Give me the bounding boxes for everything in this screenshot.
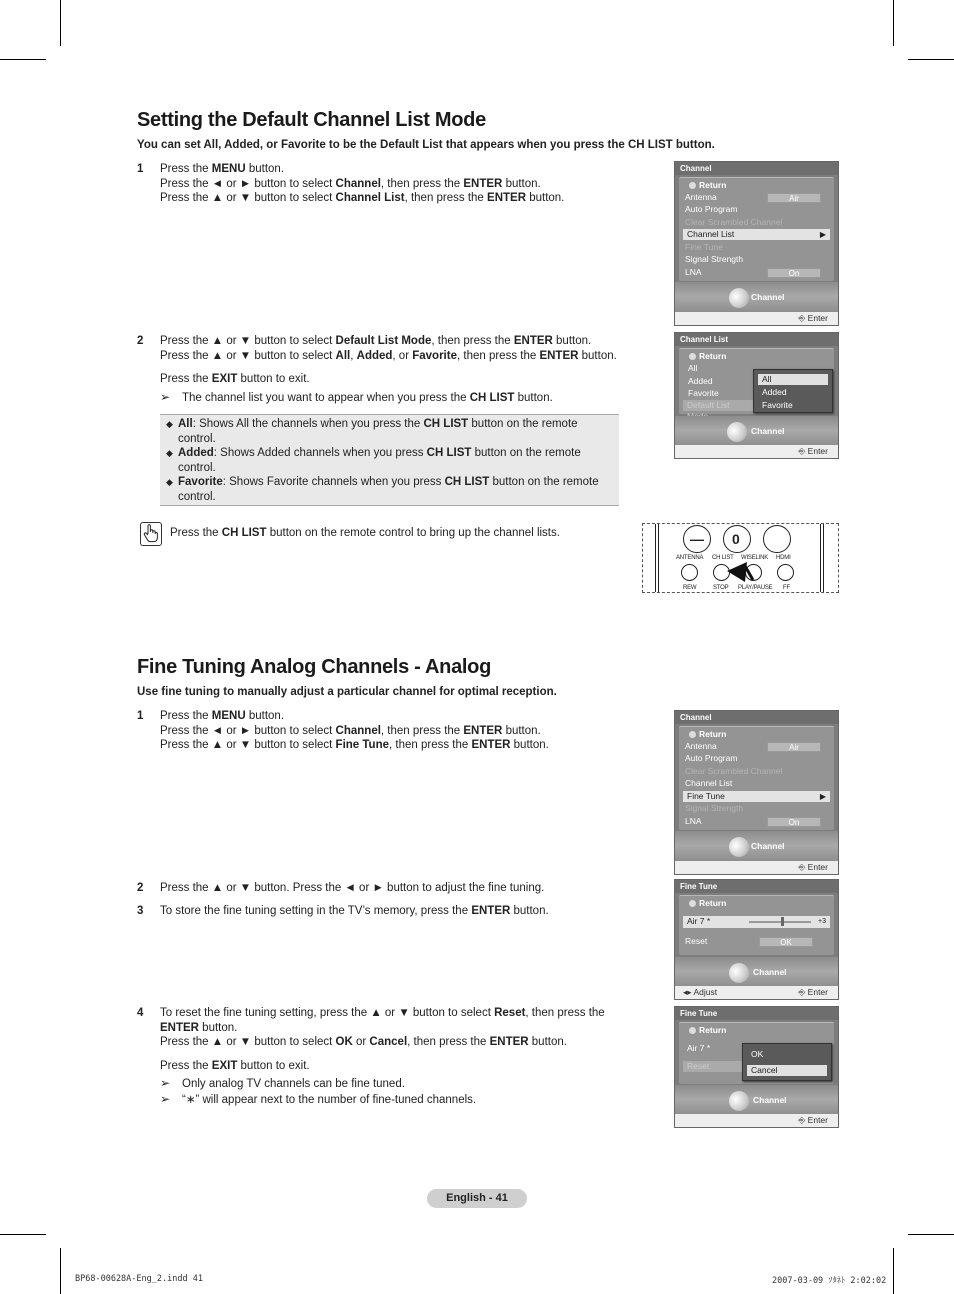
- hand-pointer-icon: [140, 522, 162, 546]
- selected-menu-item: Air 7 * +3: [683, 916, 830, 928]
- ff-button-icon: [777, 564, 794, 581]
- section-title: Fine Tuning Analog Channels - Analog: [137, 656, 491, 678]
- remote-label: FF: [783, 585, 790, 591]
- osd-channel-list-menu: Channel List Return All Added Favorite Default List All Added Favorite Channel ⎆ Enter: [674, 332, 839, 459]
- osd-channel-menu: Channel Return Antenna Air Auto Program Clear Scrambled Channel Channel List ▶ Fine Tune Signal Strength LNA On Channel ⎆ Enter: [674, 161, 839, 326]
- step-number: 3: [137, 905, 144, 917]
- crop-mark: [60, 1248, 61, 1294]
- satellite-dish-icon: [725, 959, 752, 986]
- osd-fine-tune-menu: Fine Tune Return Air 7 * +3 Reset OK Channel ◂▸ Adjust ⎆ Enter: [674, 879, 839, 1000]
- minus-button-icon: —: [683, 525, 711, 553]
- section-intro: Use fine tuning to manually adjust a particular channel for optimal reception.: [137, 686, 557, 698]
- crop-mark: [60, 0, 61, 46]
- return-label: Return: [689, 180, 726, 190]
- fine-tune-slider: [749, 921, 811, 923]
- bullet-icon: ◆: [166, 419, 173, 429]
- list-item: ◆ Added: Shows Added channels when you press CH LIST button on the remote control.: [166, 447, 581, 474]
- selected-menu-item: Fine Tune ▶: [683, 791, 830, 802]
- file-name: BP68-00628A-Eng_2.indd 41: [75, 1274, 203, 1284]
- step-number: 2: [137, 882, 144, 894]
- return-label: Return: [689, 1025, 726, 1035]
- note: ➢ Only analog TV channels can be fine tuned.: [160, 1076, 405, 1090]
- return-label: Return: [689, 898, 726, 908]
- section-intro: You can set All, Added, or Favorite to be the Default List that appears when you press the CH LIST button.: [137, 139, 715, 151]
- remote-control-illustration: [642, 523, 839, 593]
- return-label: Return: [689, 729, 726, 739]
- step-number: 1: [137, 163, 144, 175]
- print-date: 2007-03-09 ｿﾀﾈﾄ 2:02:02: [772, 1276, 887, 1286]
- osd-channel-menu: Channel Return Antenna Air Auto Program Clear Scrambled Channel Channel List Fine Tune ▶ Signal Strength LNA On Channel ⎆ Enter: [674, 710, 839, 875]
- remote-label: STOP: [713, 585, 729, 591]
- remote-label: PLAY/PAUSE: [738, 585, 773, 591]
- arrow-icon: ➢: [160, 1076, 171, 1090]
- selected-menu-item: Channel List ▶: [683, 229, 830, 240]
- remote-label: ANTENNA: [676, 555, 704, 561]
- slider-handle: [781, 917, 784, 926]
- note: ➢ “∗” will appear next to the number of fine-tuned channels.: [160, 1091, 477, 1106]
- pointer-arrow-icon: [725, 558, 755, 584]
- remote-label: CH LIST: [712, 555, 734, 561]
- crop-mark: [0, 59, 46, 60]
- satellite-dish-icon: [725, 833, 752, 860]
- note: ➢ The channel list you want to appear when you press the CH LIST button.: [160, 389, 553, 404]
- crop-mark: [908, 1234, 954, 1235]
- remote-label: HDMI: [776, 555, 791, 561]
- crop-mark: [893, 1248, 894, 1294]
- step-number: 2: [137, 335, 144, 347]
- enter-icon: ⎆ Enter: [798, 1115, 828, 1125]
- wiselink-button-icon: [763, 525, 791, 553]
- step-number: 4: [137, 1007, 144, 1019]
- list-item: ◆ All: Shows All the channels when you press the CH LIST button on the remote control.: [166, 418, 578, 445]
- bullet-list: [160, 414, 619, 506]
- satellite-dish-icon: [723, 418, 750, 445]
- enter-icon: ⎆ Enter: [798, 862, 828, 872]
- bullet-icon: ◆: [166, 477, 173, 487]
- page-number: English - 41: [427, 1189, 527, 1208]
- adjust-icon: ◂▸ Adjust: [683, 987, 718, 997]
- bullet-icon: ◆: [166, 448, 173, 458]
- satellite-dish-icon: [725, 284, 752, 311]
- rew-button-icon: [681, 564, 698, 581]
- crop-mark: [908, 59, 954, 60]
- section-title: Setting the Default Channel List Mode: [137, 109, 486, 131]
- arrow-icon: ➢: [160, 1091, 171, 1106]
- zero-button-icon: 0: [723, 525, 751, 553]
- list-item: ◆ Favorite: Shows Favorite channels when you press CH LIST button on the remote control.: [166, 476, 599, 503]
- crop-mark: [893, 0, 894, 46]
- step-number: 1: [137, 710, 144, 722]
- osd-fine-tune-reset: Fine Tune Return Air 7 * Reset OK Cancel Channel ⎆ Enter: [674, 1006, 839, 1128]
- crop-mark: [0, 1234, 46, 1235]
- satellite-dish-icon: [725, 1087, 752, 1114]
- enter-icon: ⎆ Enter: [798, 987, 828, 997]
- enter-icon: ⎆ Enter: [798, 313, 828, 323]
- tip-text: Press the CH LIST button on the remote control to bring up the channel lists.: [170, 527, 560, 539]
- list-mode-popup: All Added Favorite: [753, 369, 833, 413]
- remote-label: WISELINK: [741, 555, 769, 561]
- return-label: Return: [689, 351, 726, 361]
- enter-icon: ⎆ Enter: [798, 446, 828, 456]
- remote-label: REW: [683, 585, 697, 591]
- reset-confirm-popup: OK Cancel: [742, 1043, 832, 1081]
- arrow-icon: ➢: [160, 389, 171, 404]
